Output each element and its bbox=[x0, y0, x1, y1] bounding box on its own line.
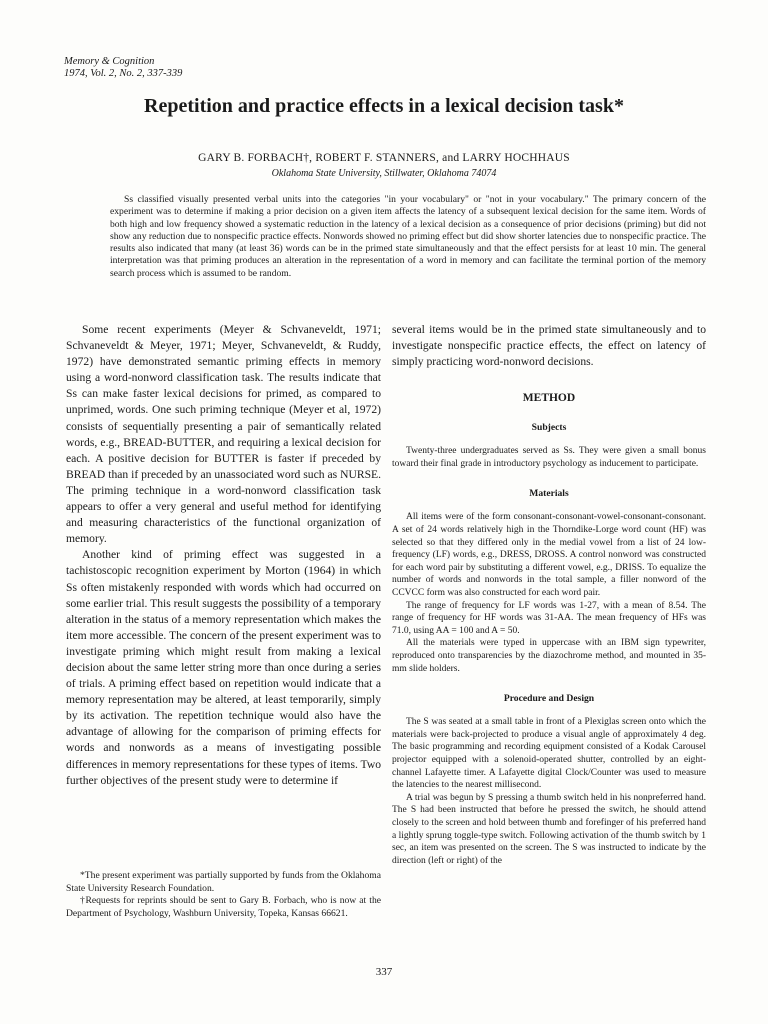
procedure-paragraph-1: The S was seated at a small table in front of a Plexiglas screen onto which the materials were back-projected to produce a visual angle of approximately 4 deg. The basic programming and recording equipment consisted of a Kodak Carousel projector equipped with a solenoid-operated shutter, controlled by an eight-channel Lafayette timer. A Lafayette digital Clock/Counter was used to measure the latencies to the nearest millisecond. bbox=[392, 717, 706, 791]
materials-heading: Materials bbox=[529, 488, 569, 500]
subjects-text: Twenty-three undergraduates served as Ss. They were given a small bonus toward their final grade in introductory psychology as inducement to participate. bbox=[392, 446, 706, 469]
footnotes bbox=[66, 870, 381, 920]
right-column bbox=[392, 322, 706, 867]
method-heading: METHOD bbox=[522, 392, 576, 405]
author-list: GARY B. FORBACH†, ROBERT F. STANNERS, and LARRY HOCHHAUS bbox=[198, 152, 570, 164]
left-column bbox=[66, 322, 381, 789]
affiliation: Oklahoma State University, Stillwater, Oklahoma 74074 bbox=[271, 168, 497, 179]
intro-paragraph-1: Some recent experiments (Meyer & Schvaneveldt, 1971; Schvaneveldt & Meyer, 1971; Meyer, Schvaneveldt, & Ruddy, 1972) have demonstrated semantic priming effects in memory using a word-nonword classification task. The results indicate that Ss can make faster lexical decisions for primed, as compared to unprimed, words. One such priming technique (Meyer et al, 1972) consists of sequentially presenting a pair of semantically related words, e.g., BREAD-BUTTER, and requiring a lexical decision for each. A positive decision for BUTTER is faster if preceded by BREAD than if preceded by an unassociated word such as NURSE. The priming technique in a word-nonword classification task appears to offer a very general and useful method for identifying and measuring characteristics of the functional organization of memory. bbox=[66, 323, 381, 546]
footnote-reprints: †Requests for reprints should be sent to Gary B. Forbach, who is now at the Department of Psychology, Washburn University, Topeka, Kansas 66621. bbox=[66, 895, 381, 919]
article-title: Repetition and practice effects in a lexical decision task* bbox=[144, 95, 624, 117]
subjects-section bbox=[392, 445, 706, 470]
page-number: 337 bbox=[375, 966, 393, 978]
footnote-funding: *The present experiment was partially supported by funds from the Oklahoma State University Research Foundation. bbox=[66, 870, 381, 894]
intro-continuation: several items would be in the primed state simultaneously and to investigate nonspecific practice effects, the effect on latency of simply practicing word-nonword decisions. bbox=[392, 323, 706, 369]
procedure-heading: Procedure and Design bbox=[503, 693, 595, 705]
abstract-text: Ss classified visually presented verbal units into the categories "in your vocabulary" or "not in your vocabulary." The primary concern of the experiment was to determine if making a prior decision on a given item affects the latency of a subsequent lexical decision for the same item. Words of both high and low frequency showed a systematic reduction in the latency of a lexical decision as a consequence of prior decisions (priming) but did not show any reduction due to nonspecific practice effects. Nonwords showed no priming effect but did show shorter latencies due to nonspecific practice. The results also indicated that many (at least 36) words can be in the primed state simultaneously and that the effect persists for at least 10 min. The general interpretation was that priming produces an alteration in the representation of a word in memory and can facilitate the terminal portion of the memory search process which is assumed to be random. bbox=[110, 194, 706, 279]
materials-paragraph-2: The range of frequency for LF words was 1-27, with a mean of 8.54. The range of frequency for HF words was 31-AA. The mean frequency of HFs was 71.0, using AA = 100 and A = 50. bbox=[392, 600, 706, 636]
materials-section bbox=[392, 511, 706, 675]
procedure-section bbox=[392, 716, 706, 867]
procedure-paragraph-2: A trial was begun by S pressing a thumb switch held in his nonpreferred hand. The S had been instructed that before he pressed the switch, he should attend closely to the screen and hold between thumb and forefinger of his preferred hand a lightly sprung toggle-type switch. Following activation of the thumb switch by 1 sec, an item was presented on the screen. The S was instructed to indicate by the direction (left or right) of the bbox=[392, 792, 706, 866]
subjects-heading: Subjects bbox=[531, 422, 567, 434]
journal-citation: 1974, Vol. 2, No. 2, 337-339 bbox=[64, 68, 183, 79]
materials-paragraph-1: All items were of the form consonant-consonant-vowel-consonant-consonant. A set of 24 words relatively high in the Thorndike-Lorge word count (HF) was selected so that they differed only in the medial vowel from a list of 24 low-frequency (LF) words, e.g., DRESS, DROSS. A control nonword was constructed for each word pair by substituting a different vowel, e.g., DRISS. To equalize the number of words and nonwords in the total sample, a filler nonword of the CCVCC form was also constructed for each word pair. bbox=[392, 512, 706, 599]
materials-paragraph-3: All the materials were typed in uppercase with an IBM sign typewriter, reproduced onto transparencies by the diazochrome method, and mounted in 35-mm slide holders. bbox=[392, 638, 706, 674]
abstract bbox=[110, 194, 706, 280]
journal-header bbox=[64, 56, 182, 80]
journal-name: Memory & Cognition bbox=[64, 56, 155, 67]
intro-paragraph-2: Another kind of priming effect was suggested in a tachistoscopic recognition experiment by Morton (1964) in which Ss often mistakenly responded with words which had occurred on some earlier trial. This result suggests the possibility of a temporary alteration in the status of a memory representation which makes the item more accessible. The concern of the present experiment was to investigate priming which might result from making a lexical decision about the same letter string more than once during a series of trials. A priming effect based on repetition would indicate that a memory representation may be altered, at least temporarily, simply by its activation. The repetition technique would also have the advantage of allowing for the comparison of priming effects for words and nonwords as a means of investigating possible differences in memory representations for these types of items. Two further objectives of the present study were to determine if bbox=[66, 548, 382, 787]
